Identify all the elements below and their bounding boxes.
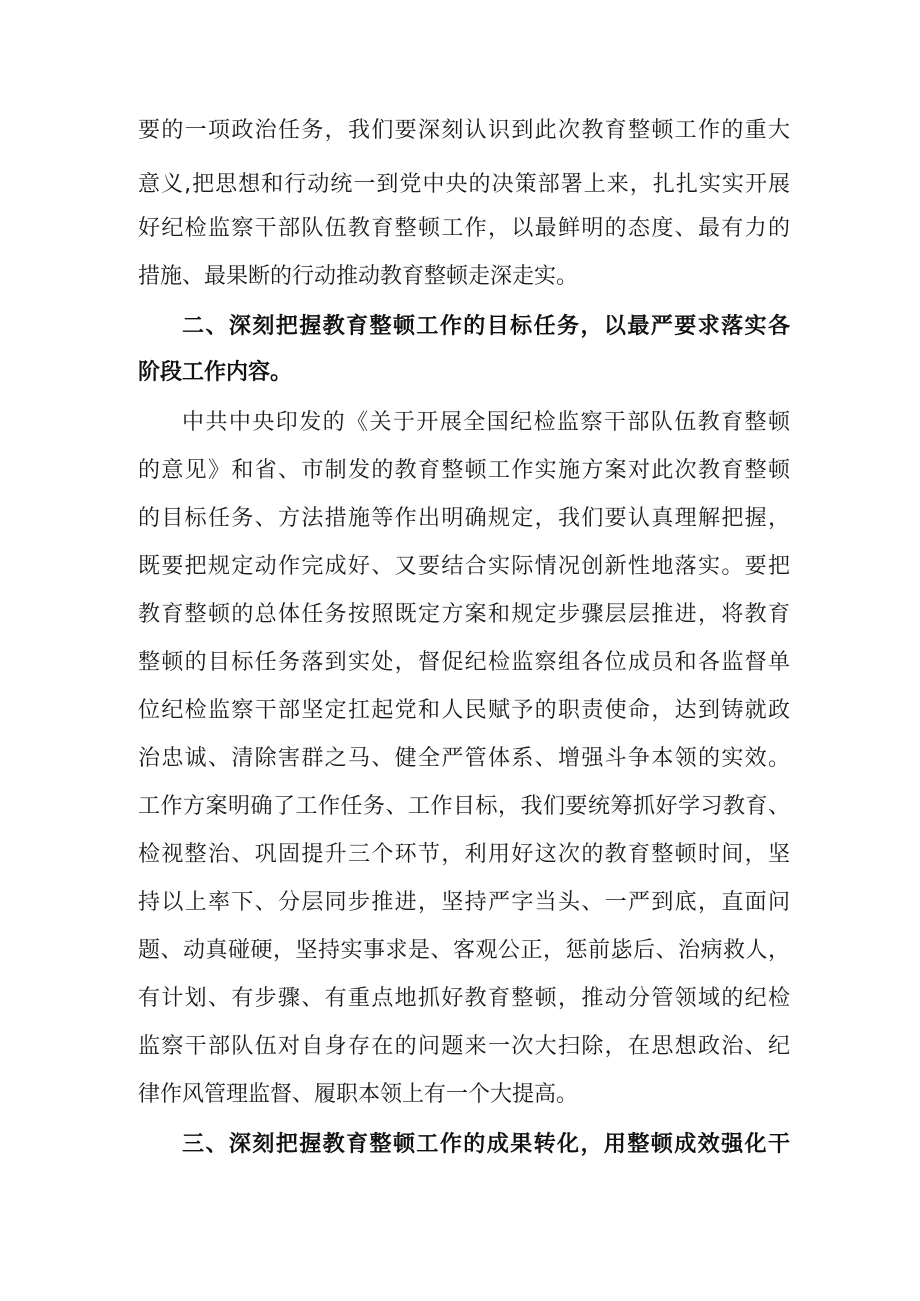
paragraph-line: 要的一项政治任务，我们要深刻认识到此次教育整顿工作的重大 xyxy=(138,118,790,143)
paragraph-line: 有计划、有步骤、有重点地抓好教育整顿，推动分管领域的纪检 xyxy=(138,986,790,1011)
paragraph-line: 监察干部队伍对自身存在的问题来一次大扫除，在思想政治、纪 xyxy=(138,1034,790,1059)
paragraph-line: 中共中央印发的《关于开展全国纪检监察干部队伍教育整顿 xyxy=(182,410,790,435)
section-heading: 二、深刻把握教育整顿工作的目标任务，以最严要求落实各 xyxy=(182,314,790,339)
paragraph-line: 意义,把思想和行动统一到党中央的决策部署上来，扎扎实实开展 xyxy=(138,172,790,197)
paragraph-line: 措施、最果断的行动推动教育整顿走深走实。 xyxy=(138,264,579,289)
paragraph-line: 的意见》和省、市制发的教育整顿工作实施方案对此次教育整顿 xyxy=(138,458,790,483)
paragraph-line: 治忠诚、清除害群之马、健全严管体系、增强斗争本领的实效。 xyxy=(138,746,790,771)
paragraph-line: 的目标任务、方法措施等作出明确规定，我们要认真理解把握， xyxy=(138,506,790,531)
paragraph-line: 律作风管理监督、履职本领上有一个大提高。 xyxy=(138,1082,579,1107)
paragraph-line: 持以上率下、分层同步推进，坚持严字当头、一严到底，直面问 xyxy=(138,890,790,915)
paragraph-line: 整顿的目标任务落到实处，督促纪检监察组各位成员和各监督单 xyxy=(138,650,790,675)
paragraph-line: 既要把规定动作完成好、又要结合实际情况创新性地落实。要把 xyxy=(138,554,790,579)
paragraph-line: 工作方案明确了工作任务、工作目标，我们要统筹抓好学习教育、 xyxy=(138,794,790,819)
paragraph-line: 教育整顿的总体任务按照既定方案和规定步骤层层推进，将教育 xyxy=(138,602,790,627)
section-heading: 三、深刻把握教育整顿工作的成果转化，用整顿成效强化干 xyxy=(182,1132,790,1157)
paragraph-line: 题、动真碰硬，坚持实事求是、客观公正，惩前毖后、治病救人， xyxy=(138,938,790,963)
paragraph-line: 检视整治、巩固提升三个环节，利用好这次的教育整顿时间，坚 xyxy=(138,842,790,867)
paragraph-line: 位纪检监察干部坚定扛起党和人民赋予的职责使命，达到铸就政 xyxy=(138,698,790,723)
section-heading: 阶段工作内容。 xyxy=(138,360,293,385)
paragraph-line: 好纪检监察干部队伍教育整顿工作，以最鲜明的态度、最有力的 xyxy=(138,216,790,241)
